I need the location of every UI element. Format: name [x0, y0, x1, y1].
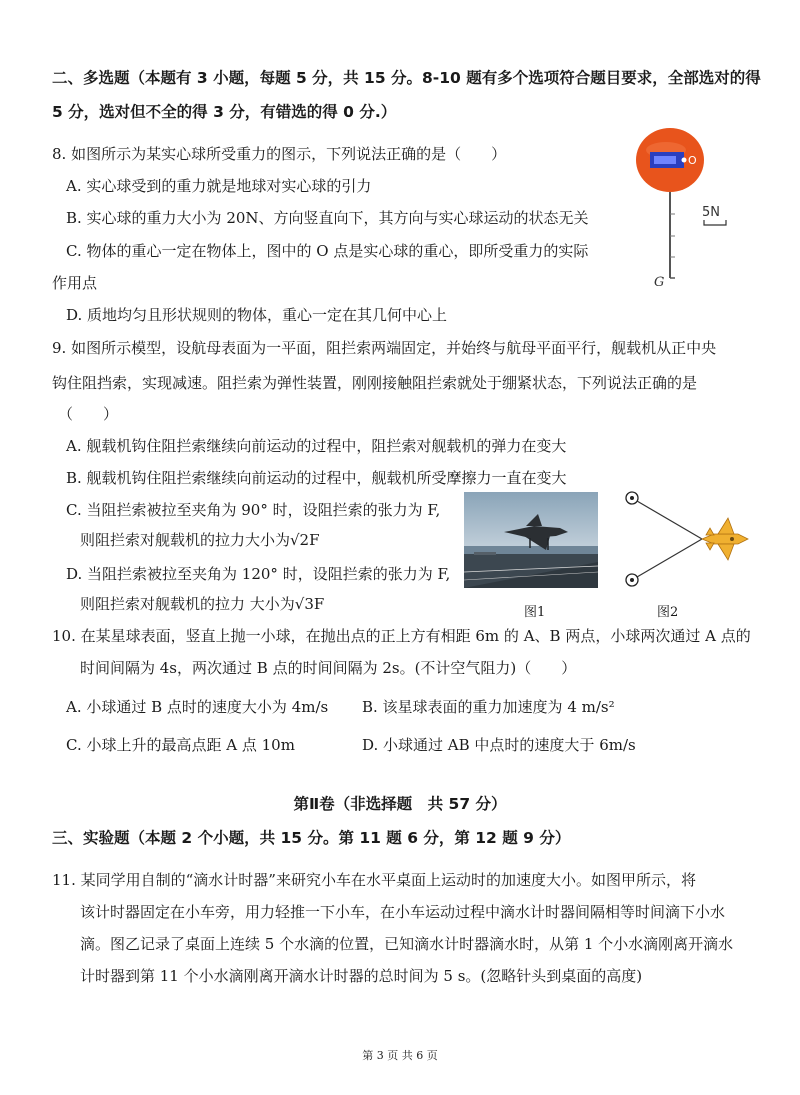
- q8-option-d: D. 质地均匀且形状规则的物体，重心一定在其几何中心上: [66, 306, 448, 324]
- section3-header: 三、实验题（本题 2 个小题，共 15 分。第 11 题 6 分，第 12 题 9 分）: [52, 829, 571, 847]
- q10-option-d: D. 小球通过 AB 中点时的速度大于 6m/s: [362, 736, 636, 754]
- q9-option-d-line1: D. 当阻拦索被拉至夹角为 120° 时，设阻拦索的张力为 F,: [66, 565, 451, 583]
- q8-option-c-line2: 作用点: [52, 274, 98, 292]
- q9-option-c-line2: 则阻拦索对舰载机的拉力大小为√2F: [80, 531, 320, 549]
- q8-option-a: A. 实心球受到的重力就是地球对实心球的引力: [66, 177, 372, 195]
- q9-figure1-photo: [464, 492, 598, 588]
- q9-option-d-line2: 则阻拦索对舰载机的拉力 大小为√3F: [80, 595, 325, 613]
- q10-option-a: A. 小球通过 B 点时的速度大小为 4m/s: [66, 698, 329, 716]
- q9-stem-line3: （ ）: [58, 405, 119, 423]
- q9-figure2-caption: 图2: [657, 605, 679, 620]
- section2-header-line1: 二、多选题（本题有 3 小题，每题 5 分，共 15 分。8-10 题有多个选项符合题目要求，全部选对的得: [52, 69, 761, 87]
- q9-option-c-line1: C. 当阻拦索被拉至夹角为 90° 时，设阻拦索的张力为 F,: [66, 501, 441, 519]
- q9-stem-line1: 9. 如图所示模型，设航母表面为一平面，阻拦索两端固定，并始终与航母平面平行，舰载机从正中央: [52, 339, 717, 357]
- part2-title: 第Ⅱ卷（非选择题 共 57 分）: [293, 795, 507, 813]
- q11-line3: 滴。图乙记录了桌面上连续 5 个水滴的位置，已知滴水计时器滴水时，从第 1 个小水滴刚离开滴水: [80, 935, 734, 953]
- q9-figure2-diagram: [618, 484, 758, 594]
- point-o-label: O: [688, 154, 697, 167]
- q9-option-a: A. 舰载机钩住阻拦索继续向前运动的过程中，阻拦索对舰载机的弹力在变大: [66, 437, 567, 455]
- q10-stem-line2: 时间间隔为 4s，两次通过 B 点的时间间隔为 2s。(不计空气阻力)（ ）: [80, 659, 577, 677]
- scale-label: 5N: [702, 205, 720, 220]
- center-point-o: [682, 158, 687, 163]
- page-footer: 第 3 页 共 6 页: [362, 1049, 438, 1062]
- q10-option-c: C. 小球上升的最高点距 A 点 10m: [66, 736, 295, 754]
- q9-stem-line2: 钩住阻挡索，实现减速。阻拦索为弹性装置，刚刚接触阻拦索就处于绷紧状态，下列说法正确的是: [52, 374, 698, 392]
- q11-line1: 11. 某同学用自制的“滴水计时器”来研究小车在水平桌面上运动时的加速度大小。如图甲所示，将: [52, 871, 696, 889]
- q11-line4: 计时器到第 11 个小水滴刚离开滴水计时器的总时间为 5 s。(忽略针头到桌面的高度): [80, 967, 643, 985]
- q8-option-c-line1: C. 物体的重心一定在物体上，图中的 O 点是实心球的重心，即所受重力的实际: [66, 242, 589, 260]
- scale-bar: [704, 220, 726, 225]
- q8-ball-figure: [628, 128, 748, 298]
- force-g-label: G: [654, 275, 665, 290]
- jet-icon: [702, 518, 748, 560]
- section2-header-line2: 5 分，选对但不全的得 3 分，有错选的得 0 分.）: [52, 103, 397, 121]
- q9-figure1-caption: 图1: [524, 605, 546, 620]
- q10-option-b: B. 该星球表面的重力加速度为 4 m/s²: [362, 698, 615, 716]
- q8-option-b: B. 实心球的重力大小为 20N、方向竖直向下，其方向与实心球运动的状态无关: [66, 209, 589, 227]
- cable-lower: [637, 539, 702, 577]
- q8-stem: 8. 如图所示为某实心球所受重力的图示，下列说法正确的是（ ）: [52, 145, 507, 163]
- cable-upper: [637, 501, 702, 539]
- q9-option-b: B. 舰载机钩住阻拦索继续向前运动的过程中，舰载机所受摩擦力一直在变大: [66, 469, 567, 487]
- q10-stem-line1: 10. 在某星球表面，竖直上抛一小球，在抛出点的正上方有相距 6m 的 A、B 两点，小球两次通过 A 点的: [52, 627, 751, 645]
- q11-line2: 该计时器固定在小车旁，用力轻推一下小车，在小车运动过程中滴水计时器间隔相等时间滴下小水: [80, 903, 726, 921]
